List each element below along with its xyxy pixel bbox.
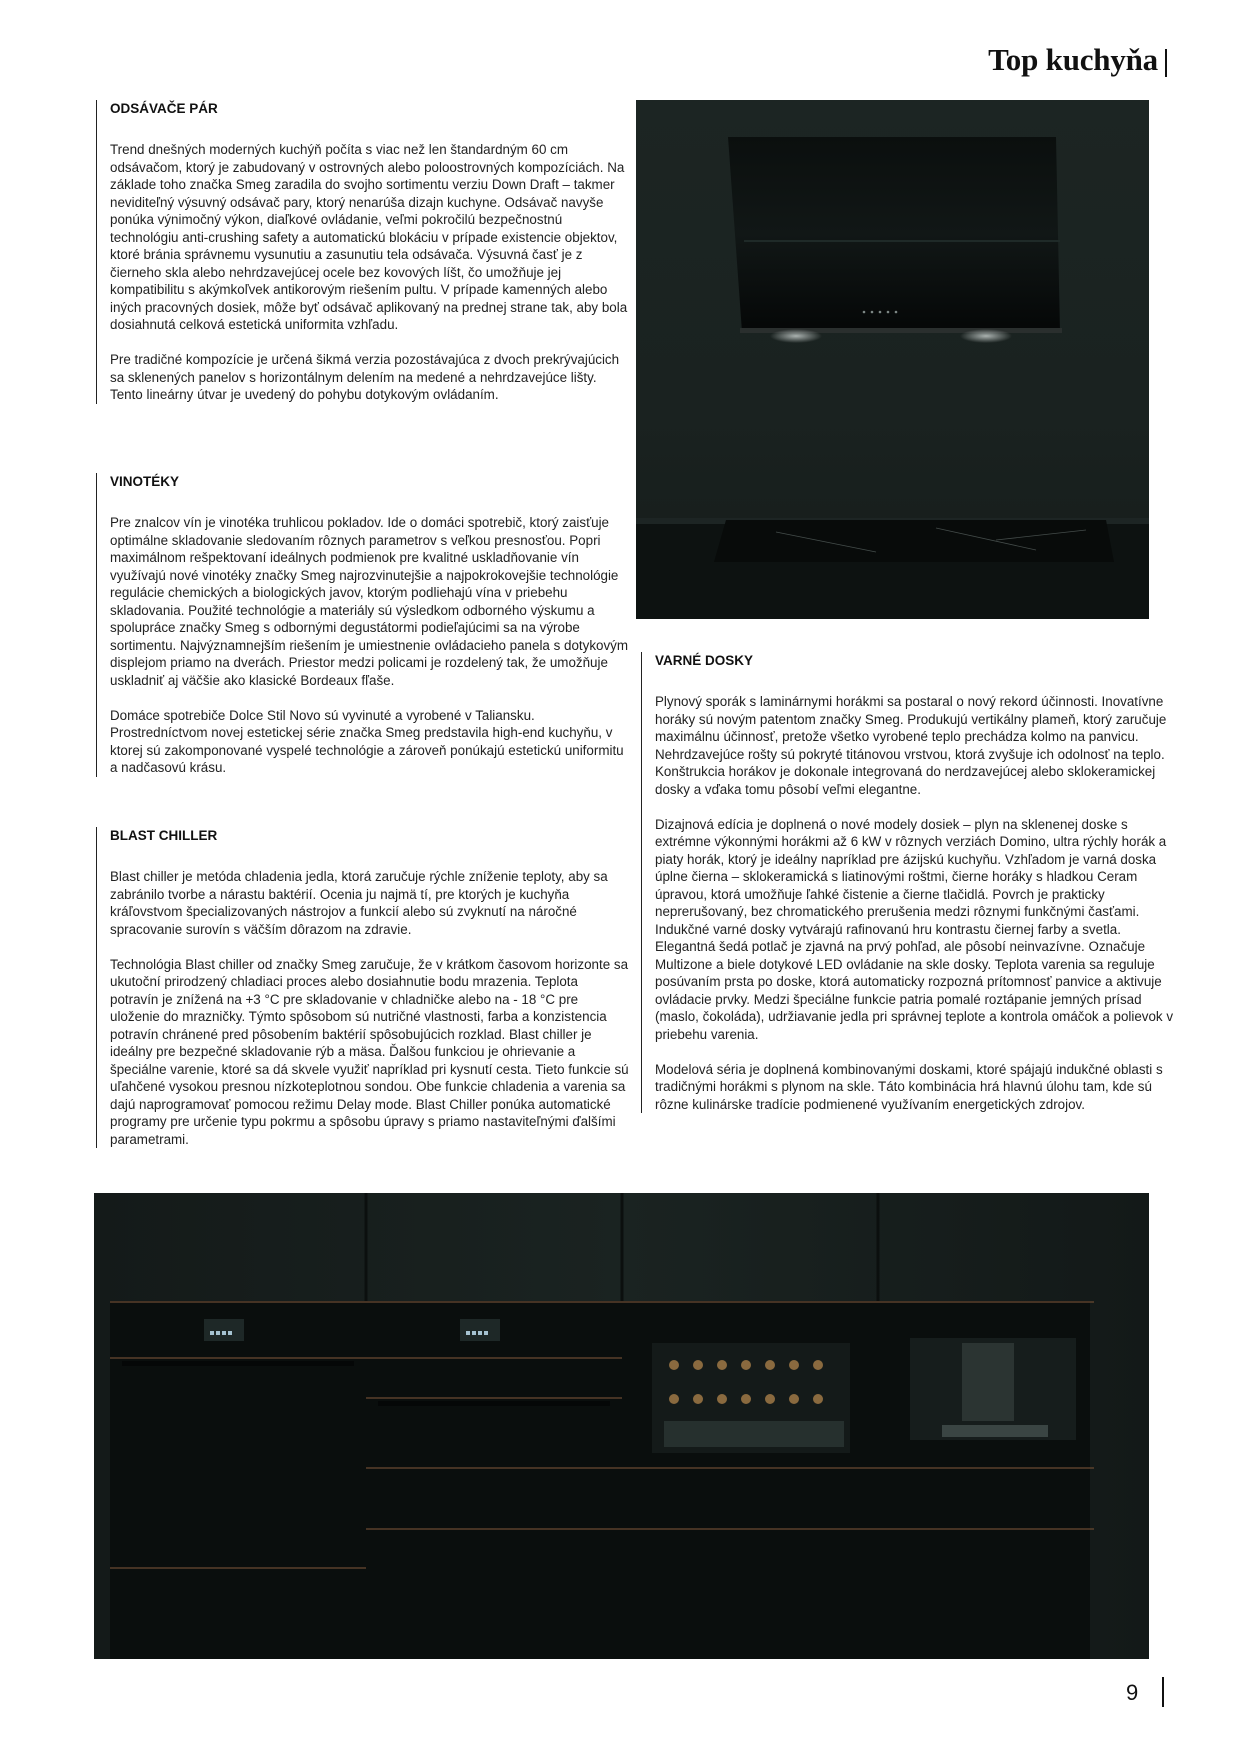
section-range-hoods [96,100,630,404]
section-cooktops [641,652,1175,1113]
page-number: 9 [1126,1680,1139,1705]
photo-built-in-appliances [94,1193,1149,1659]
section-paragraph: Pre znalcov vín je vinotéka truhlicou pokladov. Ide o domáci spotrebič, ktorý zaisťuje optimálne skladovanie sledovaním rôznych parametrov s veľkou presnosťou. Popri maximálnom rešpektovaní ideálnych podmienok pre kvalitné uskladňovanie vín využívajú nové vinotéky značky Smeg najrozvinutejšie a najpokrokovejšie technológie regulácie chemických a biologických javov, ktorým podliehajú vína v priebehu skladovania. Použité technológie a materiály sú výsledkom odborného výskumu a spolupráce značky Smeg s odbornými degustátormi podieľajúcimi sa na výrobe sortimentu. Najvýznamnejším riešením je umiestnenie ovládacieho panela s dotykovým displejom priamo na dverách. Priestor medzi policami je rozdelený tak, že umožňuje uskladniť aj väčšie ako klasické Bordeaux fľaše. [110,515,629,688]
footer-divider [1162,1677,1164,1707]
section-paragraph: Pre tradičné kompozície je určená šikmá verzia pozostávajúca z dvoch prekrývajúcich sa sklenených panelov s horizontálnym delením na medené a nehrdzavejúce lišty. Tento lineárny útvar je uvedený do pohybu dotykovým ovládaním. [110,352,620,402]
section-paragraph: Dizajnová edícia je doplnená o nové modely dosiek – plyn na sklenenej doske s extrémne výkonnými horákmi až 6 kW v rôznych verziách Domino, ultra rýchly horák a piaty horák, ktorý je ideálny napríklad pre ázijskú kuchyňu. Vzhľadom je varná doska úplne čierna – sklokeramická s liatinovými roštmi, čierne horáky s hladkou Ceram úpravou, ktorá umožňuje ľahké čistenie a čierne tlačidlá. Povrch je prakticky neprerušovaný, bez chromatického prerušenia medzi rôznymi funkčnými časťami. Indukčné varné dosky vytvárajú rafinovanú hru kontrastu čiernej farby a svetla. Elegantná šedá potlač je zjavná na prvý pohľad, ale pôsobí neinvazívne. Označuje Multizone a biele dotykové LED ovládanie na skle dosky. Teplota varenia sa reguluje posúvaním prsta po doske, ktorá automaticky rozpozná prítomnosť panvice a aktivuje ovládacie prvky. Medzi špeciálne funkcie patria pomalé roztápanie jemných prísad (maslo, čokoláda), udržiavanie jedla pri správnej teplote a kontrola omáčok a polievok v priebehu varenia. [655,816,1174,1042]
section-title: BLAST CHILLER [110,828,218,843]
section-title: ODSÁVAČE PÁR [110,101,218,116]
section-paragraph: Domáce spotrebiče Dolce Stil Novo sú vyvinuté a vyrobené v Taliansku. Prostredníctvom novej estetickej série značka Smeg predstavila high-end kuchyňu, v ktorej sú zakomponované vyspelé technológie a zároveň ponúkajú estetickú uniformitu a nadčasovú krásu. [110,707,624,775]
section-wine-coolers [96,473,630,777]
page-header-title: Top kuchyňa [988,42,1158,77]
section-paragraph: Plynový sporák s laminárnymi horákmi sa postaral o nový rekord účinnosti. Inovatívne horáky sú novým patentom značky Smeg. Produkujú vertikálny plameň, ktorý zaručuje maximálnu účinnosť, pretože všetko vyrobené teplo prechádza kolmo na panvicu. Nehrdzavejúce rošty sú pokryté titánovou vrstvou, ktorá zvyšuje ich odolnosť na teplo. Konštrukcia horákov je dokonale integrovaná do nerdzavejúcej alebo sklokeramickej dosky a vďaka tomu pôsobí veľmi elegantne. [655,694,1167,797]
section-paragraph: Modelová séria je doplnená kombinovanými doskami, ktoré spájajú indukčné oblasti s tradičnými horákmi s plynom na skle. Táto kombinácia hrá hlavnú úlohu tam, kde sú rôzne kulinárske tradície podmienené využívaním energetických zdrojov. [655,1061,1163,1112]
photo-range-hood-and-cooktop [636,100,1149,619]
section-paragraph: Technológia Blast chiller od značky Smeg zaručuje, že v krátkom časovom horizonte sa ukutoční prirodzený chladiaci proces alebo dosiahnutie bodu mrazenia. Teplota potravín je znížená na +3 °C pre skladovanie v chladničke alebo na - 18 °C pre uloženie do mrazničky. Týmto spôsobom sú nutričné vlastnosti, farba a konzistencia potravín chránené pred pôsobením baktérií spôsobujúcich rozklad. Blast chiller je ideálny pre bezpečné skladovanie rýb a mäsa. Ďalšou funkciou je ohrievanie a špeciálne varenie, ktoré sa dá skvele využiť napríklad pri kysnutí cesta. Tieto funkcie sú uľahčené vysokou presnou nízkoteplotnou sondou. Obe funkcie chladenia a varenia sa dajú naprogramovať pomocou režimu Delay mode. Blast Chiller ponúka automatické programy pre určenie typu pokrmu a spôsobu úpravy s priamo nastaviteľnými ďalšími parametrami. [110,956,629,1147]
section-title: VARNÉ DOSKY [655,653,754,668]
header-divider [1165,49,1167,77]
section-blast-chiller [96,827,630,1148]
section-title: VINOTÉKY [110,474,180,489]
section-paragraph: Blast chiller je metóda chladenia jedla, ktorá zaručuje rýchle zníženie teploty, aby sa zabránilo tvorbe a nárastu baktérií. Ocenia ju najmä tí, pre ktorých je kuchyňa kráľovstvom špecializovaných nástrojov a funkcií alebo sú zvyknutí na náročné spracovanie surovín s väčším dôrazom na zdravie. [110,869,608,937]
section-paragraph: Trend dnešných moderných kuchýň počíta s viac než len štandardným 60 cm odsávačom, ktorý je zabudovaný v ostrovných alebo poloostrovných kompozíciách. Na základe toho značka Smeg zaradila do svojho sortimentu verziu Down Draft – takmer neviditeľný výsuvný odsávač pary, ktorý nenarúša dizajn kuchyne. Odsávač navyše ponúka výnimočný výkon, diaľkové ovládanie, veľmi pokročilú bezpečnostnú technológiu anti-crushing safety a automatickú blokáciu v prípade existencie objektov, ktoré bránia správnemu vysunutiu a zasunutiu tela odsávača. Výsuvná časť je z čierneho skla alebo nehrdzavejúcej ocele bez kovových líšt, čo umožňuje jej kompatibilitu s akýmkoľvek antikorovým riešením pultu. V prípade kamenných alebo iných pracovných dosiek, môže byť odsávač aplikovaný na prednej strane tak, aby bola dosiahnutá celková estetická uniformita vzhľadu. [110,142,628,332]
